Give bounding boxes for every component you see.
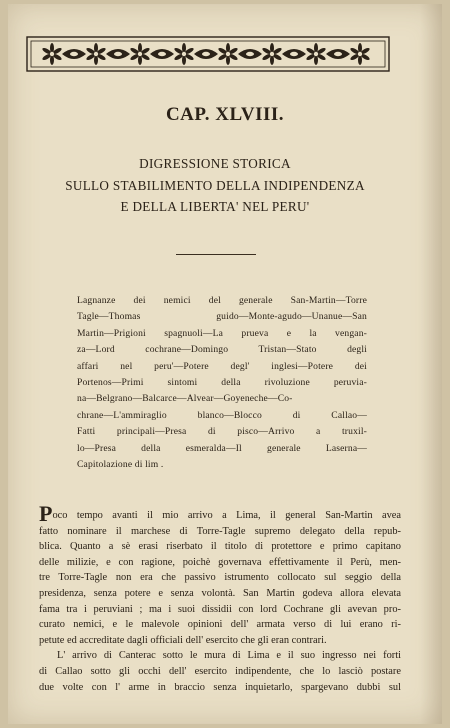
body-line: curato nemici, e le malevole opinioni dell' armata verso di lui erano ri- <box>39 619 401 631</box>
summary-line: za—Lord cochrane—Domingo Tristan—Stato degli <box>77 344 367 356</box>
summary-line: Capitolazione di lim . <box>77 459 164 471</box>
body-line: presidenza, senza potere e senza volontà. San Martin godeva allora elevata <box>39 587 401 599</box>
ornament-rosette <box>261 43 282 65</box>
drop-cap: P <box>39 501 53 526</box>
summary-line: Tagle—Thomas guido—Monte-agudo—Unanue—San <box>77 311 367 323</box>
body-line: L' arrivo di Canterac sotto le mura di Lima e il suo ingresso nei forti <box>57 650 401 662</box>
ornament-rosette <box>85 43 106 65</box>
body-line: fatto nominare il marchese di Torre-Tagle supremo delegato della repub- <box>39 525 401 537</box>
summary-line: Martin—Prigioni spagnuoli—La prueva e la vengan- <box>77 327 367 339</box>
summary-line: lo—Presa della esmeralda—Il generale Laserna— <box>77 442 367 454</box>
ornament-rosette <box>173 43 194 65</box>
summary-line: affari nel peru'—Potere degl' inglesi—Potere dei <box>77 360 367 372</box>
summary-line: Lagnanze dei nemici del generale San-Martin—Torre <box>77 295 367 306</box>
paragraph-1-opening: oco tempo avanti il mio arrivo a Lima, il general San-Martin avea <box>52 510 401 521</box>
body-line: fama tra i peruviani ; ma i suoi dissidii con lord Cochrane gli avevan pro- <box>39 603 401 615</box>
ornament-rosette <box>41 43 62 65</box>
body-text <box>39 501 401 695</box>
summary-line: na—Belgrano—Balcarce—Alvear—Goyeneche—Co- <box>77 393 293 405</box>
summary-line: Portenos—Primi sintomi della rivoluzione peruvia- <box>77 377 367 389</box>
summary-line: chrane—L'ammiraglio blanco—Blocco di Callao— <box>77 409 367 421</box>
body-line: due volte con l' arme in braccio senza inquietarlo, spargevano dubbi sul <box>39 681 401 693</box>
ornament-rosette <box>349 43 370 65</box>
subtitle-line-1: DIGRESSIONE STORICA <box>139 156 291 171</box>
body-line: di Callao sotto gli occhi dell' esercito indipendente, che lo lasciò postare <box>39 665 401 677</box>
decorative-header-ornament <box>26 36 390 72</box>
body-line: delle milizie, e con ragione, poichè governava effettivamente il Perù, men- <box>39 556 401 568</box>
chapter-title: CAP. XLVIII. <box>165 104 285 125</box>
body-line: tre Torre-Tagle non era che passivo istrumento collocato sul seggio della <box>39 572 401 584</box>
subtitle-line-2: SULLO STABILIMENTO DELLA INDIPENDENZA <box>65 178 365 193</box>
subtitle-line-3: E DELLA LIBERTA' NEL PERU' <box>120 199 310 214</box>
ornament-rosette <box>217 43 238 65</box>
section-divider <box>176 254 256 255</box>
summary-line: Fatti principali—Presa di pisco—Arrivo a truxil- <box>77 426 367 438</box>
ornament-rosette <box>305 43 326 65</box>
paragraph-1-first-line <box>39 501 401 526</box>
chapter-summary <box>77 293 367 473</box>
body-line: petute ed accreditate dagli officiali dell' esercito che gli eran contrari. <box>39 634 327 646</box>
ornament-rosette <box>129 43 150 65</box>
body-line: blica. Quanto a sè erasi riserbato il titolo di protettore e primo capitano <box>39 541 401 553</box>
